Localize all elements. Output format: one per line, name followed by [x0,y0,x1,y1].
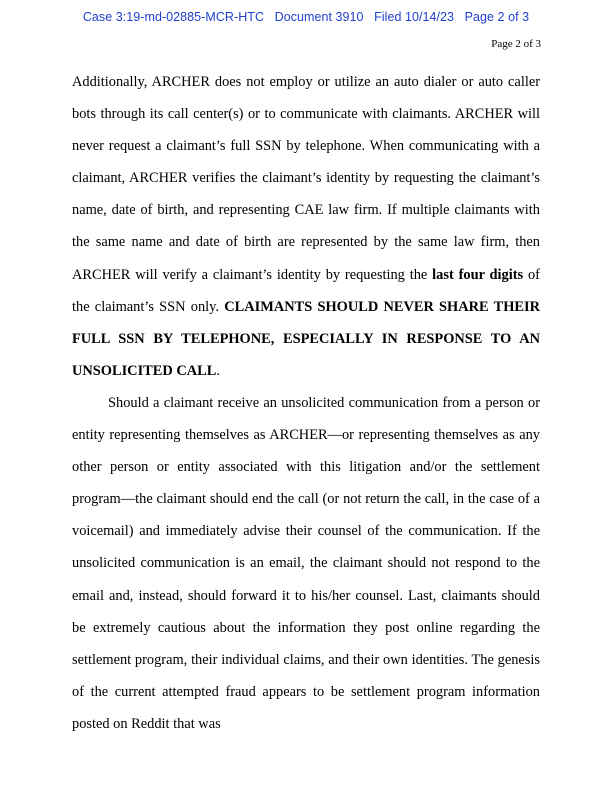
paragraph-1-text-after: of the claimant’s SSN only. [72,266,540,315]
paragraph-1 [72,66,540,387]
paragraph-2: Should a claimant receive an unsolicited communication from a person or entity representing themselves as ARCHER—or representing themselves as any other person or entity associated with this litigation and/or the settlement program—the claimant should end the call (or not return the call, in the case of a voicemail) and immediately advise their counsel of the communication. If the unsolicited communication is an email, the claimant should not respond to the email and, instead, should forward it to his/her counsel. Last, claimants should be extremely cautious about the information they post online regarding the settlement program, their individual claims, and their own identities. The genesis of the current attempted fraud appears to be settlement program information posted on Reddit that was [72,394,540,732]
bold-phrase: last four digits [432,266,524,283]
header-page-count: Page 2 of 3 [464,10,530,24]
ssn-warning: CLAIMANTS SHOULD NEVER SHARE THEIR FULL SSN BY TELEPHONE, ESPECIALLY IN RESPONSE TO AN UNSOLICITED CALL [72,298,540,379]
ecf-filing-header [0,10,612,24]
case-number: Case 3:19-md-02885-MCR-HTC [82,10,265,24]
filed-date: Filed 10/14/23 [374,10,455,24]
document-body [72,66,540,740]
document-number: Document 3910 [274,10,364,24]
paragraph-1-trailing: . [216,362,220,379]
page-number: Page 2 of 3 [491,38,541,50]
paragraph-1-text: Additionally, ARCHER does not employ or utilize an auto dialer or auto caller bots through its call center(s) or to communicate with claimants. ARCHER will never request a claimant’s full SSN by telephone. When communicating with a claimant, ARCHER verifies the claimant’s identity by requesting the claimant’s name, date of birth, and representing CAE law firm. If multiple claimants with the same name and date of birth are represented by the same law firm, then ARCHER will verify a claimant’s identity by requesting the [72,74,540,283]
